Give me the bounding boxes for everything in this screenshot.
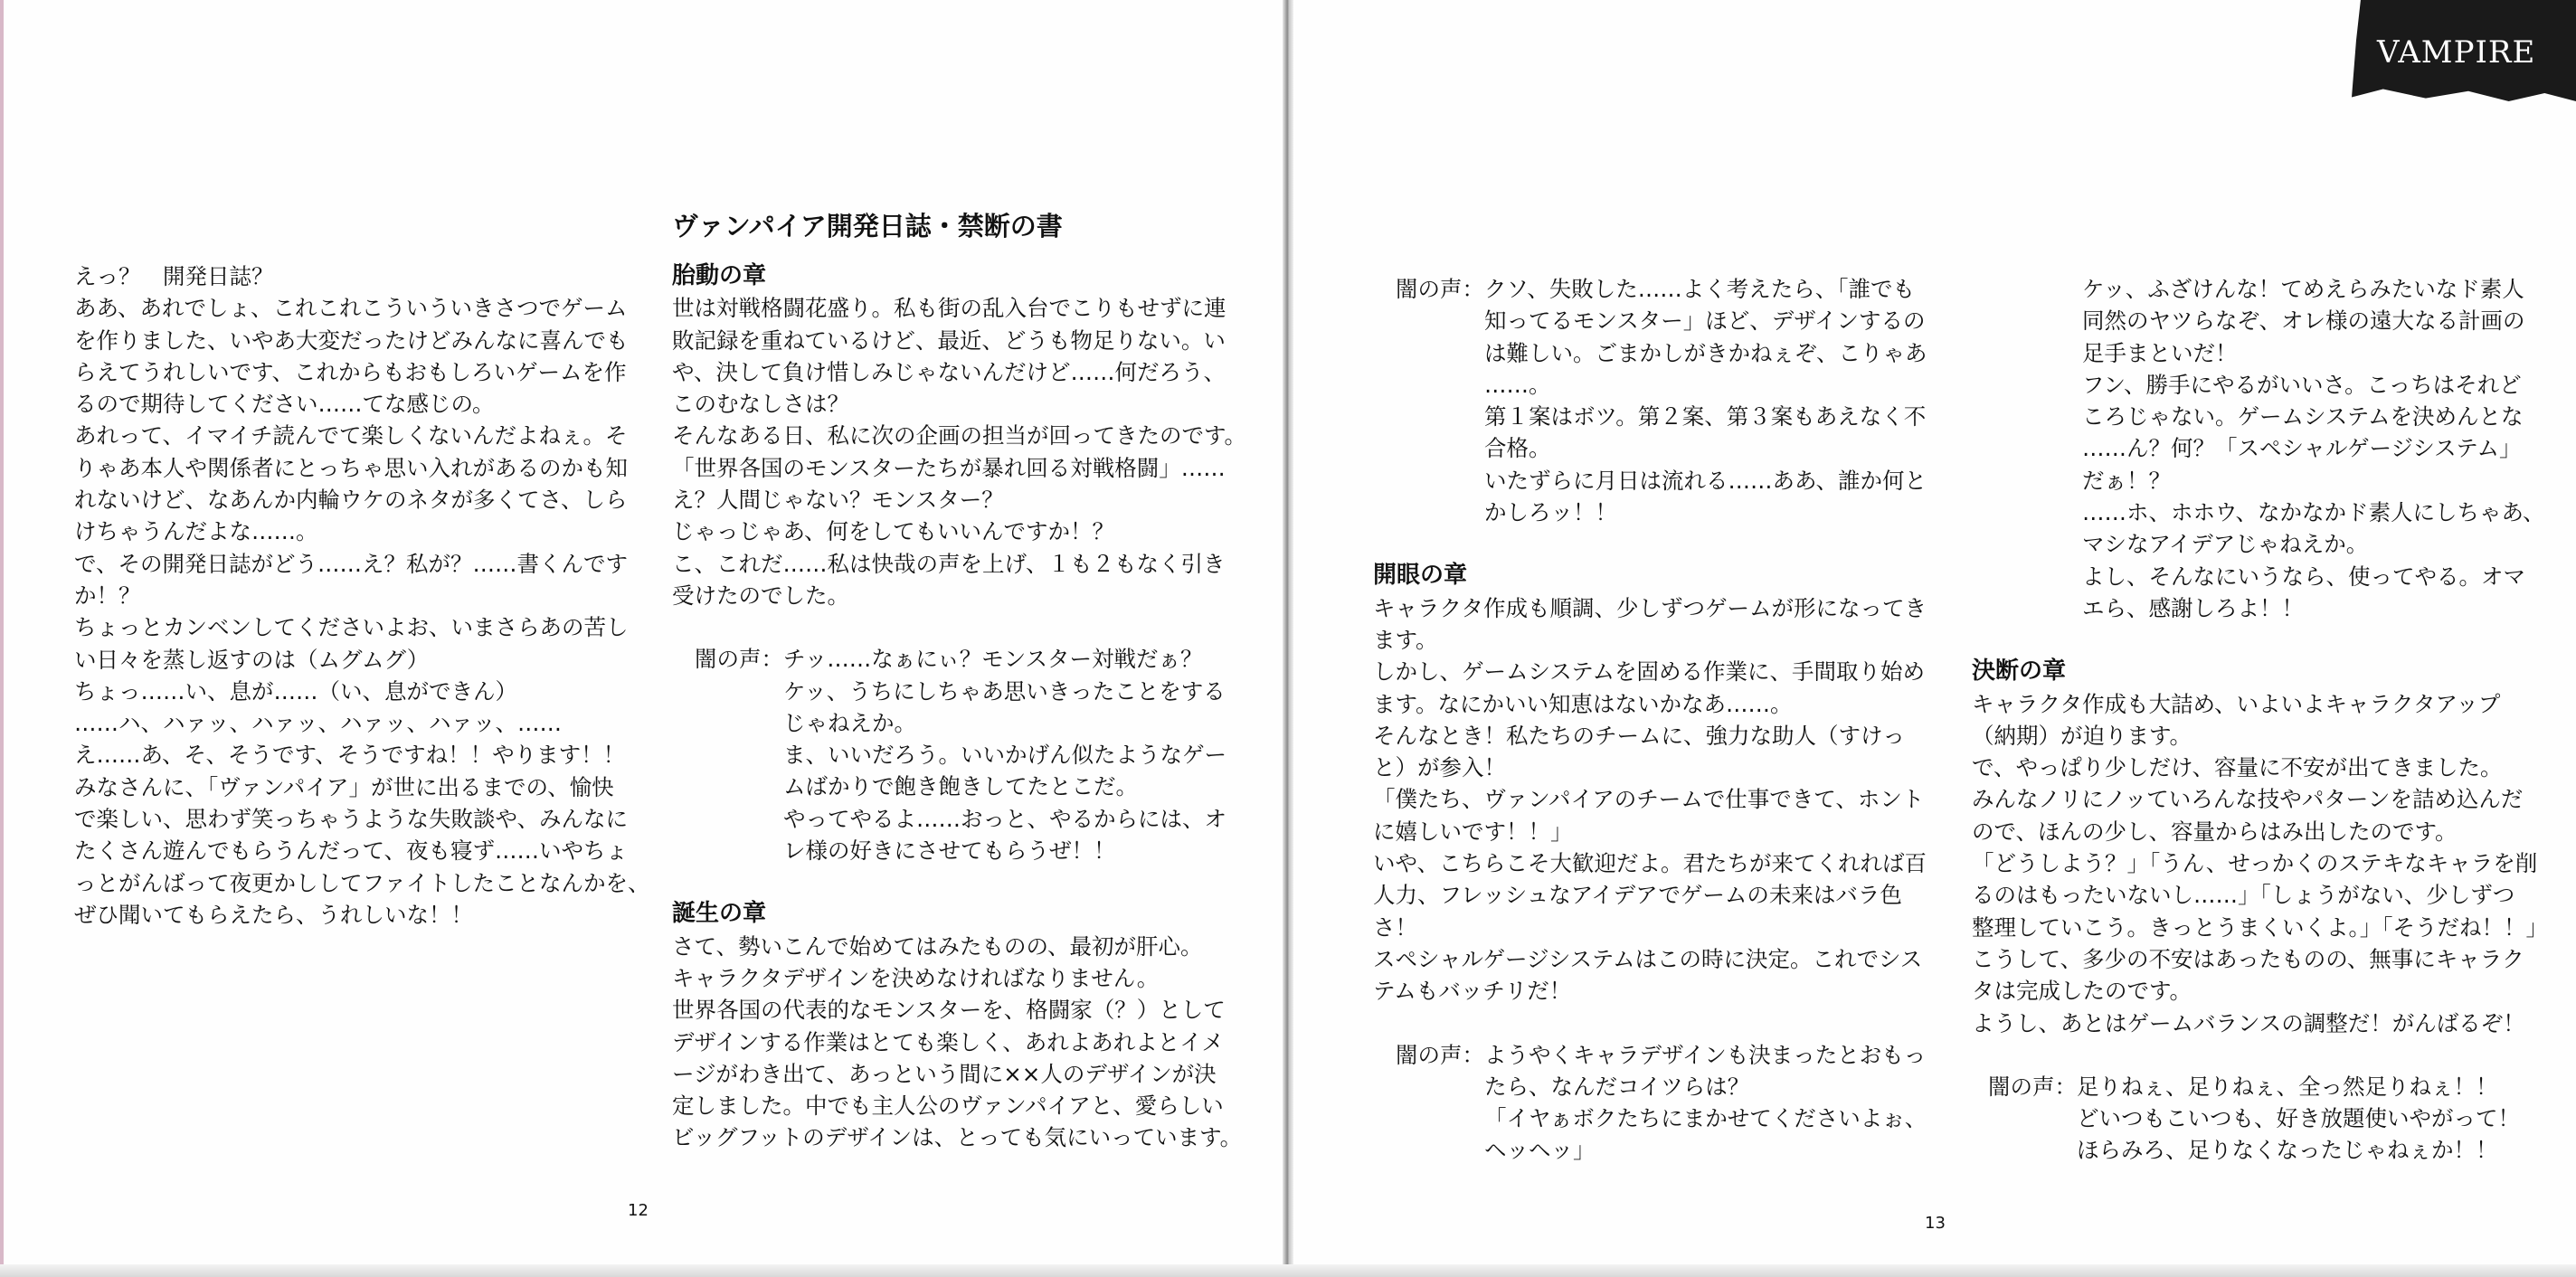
main-column-right-2: [1972, 273, 2548, 1167]
body-line: さ！: [1373, 913, 1417, 941]
body-line: るのはもったいないし……」「しょうがない、少しずつ: [1972, 882, 2515, 909]
body-line: このむなしさは？: [672, 391, 849, 418]
body-line: 世界各国の代表的なモンスターを、格闘家（？）として: [672, 997, 1226, 1024]
body-line: タは完成したのです。: [1972, 978, 2192, 1005]
body-line: そんなとき！私たちのチームに、強力な助人（すけっ: [1373, 722, 1905, 749]
body-line: ます。: [1373, 626, 1438, 653]
voice-line: 同然のヤツらなぞ、オレ様の遠大なる計画の: [2082, 307, 2525, 335]
voice-line: ……ホ、ホホウ、なかなかド素人にしちゃあ、: [2082, 499, 2545, 526]
intro-line: で、その開発日誌がどう……え？私が？……書くんです: [74, 550, 629, 577]
intro-line: らえてうれしいです、これからもおもしろいゲームを作: [74, 358, 627, 385]
voice-line: ようやくキャラデザインも決まったとおもっ: [1484, 1041, 1927, 1068]
body-line: スペシャルゲージシステムはこの時に決定。これでシス: [1373, 945, 1923, 972]
body-line: じゃっじゃあ、何をしてもいいんですか！？: [672, 518, 1115, 545]
section-heading: 開眼の章: [1373, 562, 1468, 590]
intro-line: ……ハ、ハァッ、ハァッ、ハァッ、ハァッ、……: [74, 710, 562, 737]
intro-line: えっ？ 開発日誌？: [74, 263, 274, 289]
voice-line: 知ってるモンスター」ほど、デザインするの: [1484, 307, 1926, 335]
page-number: 13: [1925, 1214, 1946, 1233]
voice-line: 足手まといだ！: [2082, 339, 2238, 366]
voice-line: クソ、失敗した……よく考えたら、「誰でも: [1484, 276, 1916, 302]
voice-line: ヘッヘッ」: [1484, 1137, 1596, 1164]
section-heading: 誕生の章: [672, 900, 767, 928]
speaker-label: 闇の声：: [1988, 1073, 2077, 1100]
intro-line: を作りました、いやあ大変だったけどみんなに喜んでも: [74, 326, 629, 354]
body-line: と）が参入！: [1373, 754, 1506, 781]
dark-voice-block: [695, 643, 1246, 866]
dark-voice-block: [1396, 273, 1927, 528]
voice-line: ムばかりで飽き飽きしてたとこだ。: [783, 773, 1138, 800]
body-line: （納期）が迫ります。: [1972, 722, 2192, 749]
body-line: こ、これだ……私は快哉の声を上げ、１も２もなく引き: [672, 550, 1226, 577]
body-line: や、決して負け惜しみじゃないんだけど……何だろう、: [672, 358, 1226, 385]
voice-line: エら、感謝しろよ！！: [2082, 594, 2304, 621]
main-column-left: [672, 260, 1246, 1154]
speaker-label: 闇の声：: [1396, 276, 1484, 302]
intro-line: っとがんばって夜更かししてファイトしたことなんかを、: [74, 869, 650, 896]
body-line: 「どうしよう？」「うん、せっかくのステキなキャラを削: [1972, 850, 2538, 877]
voice-line: だぁ！？: [2082, 467, 2171, 494]
voice-line: ……ん？何？「スペシャルゲージシステム」: [2082, 435, 2522, 462]
body-line: ので、ほんの少し、容量からはみ出したのです。: [1972, 818, 2458, 845]
body-line: さて、勢いこんで始めてはみたものの、最初が肝心。: [672, 932, 1203, 960]
intro-line: か！？: [74, 582, 141, 609]
voice-line: やってやるよ……おっと、やるからには、オ: [783, 805, 1226, 832]
body-line: え？人間じゃない？モンスター？: [672, 487, 1004, 514]
body-line: 「世界各国のモンスターたちが暴れ回る対戦格闘」……: [672, 454, 1226, 481]
intro-line: ちょっとカンベンしてくださいよお、いまさらあの苦し: [74, 614, 629, 641]
body-line: ます。なにかいい知恵はないかなあ……。: [1373, 690, 1793, 717]
voice-line: じゃねえか。: [783, 709, 916, 736]
dark-voice-block: [1396, 1039, 1927, 1167]
article-title: ヴァンパイア開発日誌・禁断の書: [672, 211, 1063, 241]
voice-line: どいつもこいつも、好き放題使いやがって！: [2077, 1105, 2520, 1132]
voice-line: ケッ、ふざけんな！てめえらみたいなド素人: [2082, 276, 2524, 302]
body-line: 整理していこう。きっとうまくいくよ。」「そうだね！！」: [1972, 913, 2548, 941]
voice-line: 足りねぇ、足りねぇ、全っ然足りねぇ！！: [2077, 1073, 2498, 1100]
page-edge: [0, 0, 4, 1266]
voice-line: 「イヤぁボクたちにまかせてくださいよぉ、: [1484, 1105, 1927, 1132]
voice-line: かしろッ！！: [1484, 499, 1617, 526]
voice-line: チッ……なぁにぃ？モンスター対戦だぁ？: [783, 646, 1203, 673]
intro-line: ちょっ……い、息が……（い、息ができん）: [74, 677, 517, 705]
voice-line: ケッ、うちにしちゃあ思いきったことをする: [783, 677, 1226, 705]
intro-line: りゃあ本人や関係者にとっちゃ思い入れがあるのかも知: [74, 454, 629, 481]
intro-line: たくさん遊んでもらうんだって、夜も寝ず……いやちょ: [74, 837, 629, 865]
body-line: ビッグフットのデザインは、とっても気にいっています。: [672, 1124, 1243, 1151]
voice-line: ころじゃない。ゲームシステムを決めんとな: [2082, 403, 2524, 430]
voice-line: よし、そんなにいうなら、使ってやる。オマ: [2082, 563, 2525, 590]
body-line: に嬉しいです！！」: [1373, 818, 1573, 845]
body-line: そんなある日、私に次の企画の担当が回ってきたのです。: [672, 422, 1247, 449]
intro-line: え……あ、そ、そうです、そうですね！！やります！！: [74, 742, 626, 769]
intro-line: で楽しい、思わず笑っちゃうような失敗談や、みんなに: [74, 806, 629, 833]
voice-line: は難しい。ごまかしがきかねぇぞ、こりゃあ: [1484, 339, 1927, 366]
intro-line: い日々を蒸し返すのは（ムグムグ）: [74, 646, 430, 673]
body-line: 世は対戦格闘花盛り。私も街の乱入台でこりもせずに連: [672, 295, 1226, 322]
dark-voice-continuation: [2082, 273, 2548, 624]
body-line: しかし、ゲームシステムを固める作業に、手間取り始め: [1373, 658, 1926, 686]
book-spine: [1283, 0, 1293, 1277]
body-line: デザインする作業はとても楽しく、あれよあれよとイメ: [672, 1028, 1225, 1055]
body-line: こうして、多少の不安はあったものの、無事にキャラク: [1972, 945, 2524, 972]
intro-line: ああ、あれでしょ、これこれこういういきさつでゲーム: [74, 295, 628, 322]
body-line: 人力、フレッシュなアイデアでゲームの未来はバラ色: [1373, 882, 1902, 909]
voice-line: マシなアイデアじゃねえか。: [2082, 531, 2369, 558]
body-line: 受けたのでした。: [672, 582, 849, 609]
body-line: いや、こちらこそ大歓迎だよ。君たちが来てくれれば百: [1373, 850, 1927, 877]
main-column-right-1: [1373, 273, 1927, 1167]
intro-line: るので期待してください……てな感じの。: [74, 391, 495, 418]
voice-line: フン、勝手にやるがいいさ。こっちはそれど: [2082, 371, 2522, 398]
speaker-label: 闇の声：: [695, 646, 783, 673]
body-line: みんなノリにノッていろんな技やパターンを詰め込んだ: [1972, 786, 2524, 813]
speaker-label: 闇の声：: [1396, 1041, 1484, 1068]
intro-column: [74, 260, 650, 931]
voice-line: 合格。: [1484, 435, 1551, 462]
body-line: ージがわき出て、あっという間に××人のデザインが決: [672, 1060, 1217, 1087]
vampire-logo-text: VAMPIRE: [2377, 34, 2536, 71]
body-line: テムもバッチリだ！: [1373, 978, 1572, 1005]
intro-line: れないけど、なあんか内輪ウケのネタが多くてさ、しら: [74, 487, 628, 514]
page-bottom-edge: [0, 1264, 2576, 1277]
section-heading: 決断の章: [1972, 657, 2067, 686]
page-number: 12: [628, 1201, 649, 1220]
dark-voice-block: [1988, 1071, 2548, 1167]
body-line: キャラクタデザインを決めなければなりません。: [672, 964, 1160, 991]
body-line: 「僕たち、ヴァンパイアのチームで仕事できて、ホント: [1373, 786, 1925, 813]
voice-line: いたずらに月日は流れる……ああ、誰か何と: [1484, 467, 1927, 494]
body-line: で、やっぱり少しだけ、容量に不安が出てきました。: [1972, 754, 2503, 781]
body-line: キャラクタ作成も順調、少しずつゲームが形になってき: [1373, 594, 1927, 621]
voice-line: 第１案はボツ。第２案、第３案もあえなく不: [1484, 403, 1927, 430]
intro-line: けちゃうんだよな……。: [74, 518, 318, 545]
body-line: 定しました。中でも主人公のヴァンパイアと、愛らしい: [672, 1093, 1224, 1120]
intro-line: みなさんに、「ヴァンパイア」が世に出るまでの、愉快: [74, 773, 614, 800]
voice-line: たら、なんだコイツらは？: [1484, 1073, 1750, 1100]
voice-line: ま、いいだろう。いいかげん似たようなゲー: [783, 742, 1226, 769]
section-heading: 胎動の章: [672, 262, 767, 289]
voice-line: ほらみろ、足りなくなったじゃねぇか！！: [2077, 1137, 2498, 1164]
body-line: キャラクタ作成も大詰め、いよいよキャラクタアップ: [1972, 690, 2501, 717]
voice-line: ……。: [1484, 371, 1551, 398]
intro-line: あれって、イマイチ読んでて楽しくないんだよねぇ。そ: [74, 422, 628, 449]
intro-line: ぜひ聞いてもらえたら、うれしいな！！: [74, 901, 473, 928]
voice-line: レ様の好きにさせてもらうぜ！！: [783, 837, 1116, 865]
body-line: 敗記録を重ねているけど、最近、どうも物足りない。い: [672, 326, 1226, 354]
body-line: ようし、あとはゲームバランスの調整だ！がんばるぞ！: [1972, 1009, 2525, 1036]
